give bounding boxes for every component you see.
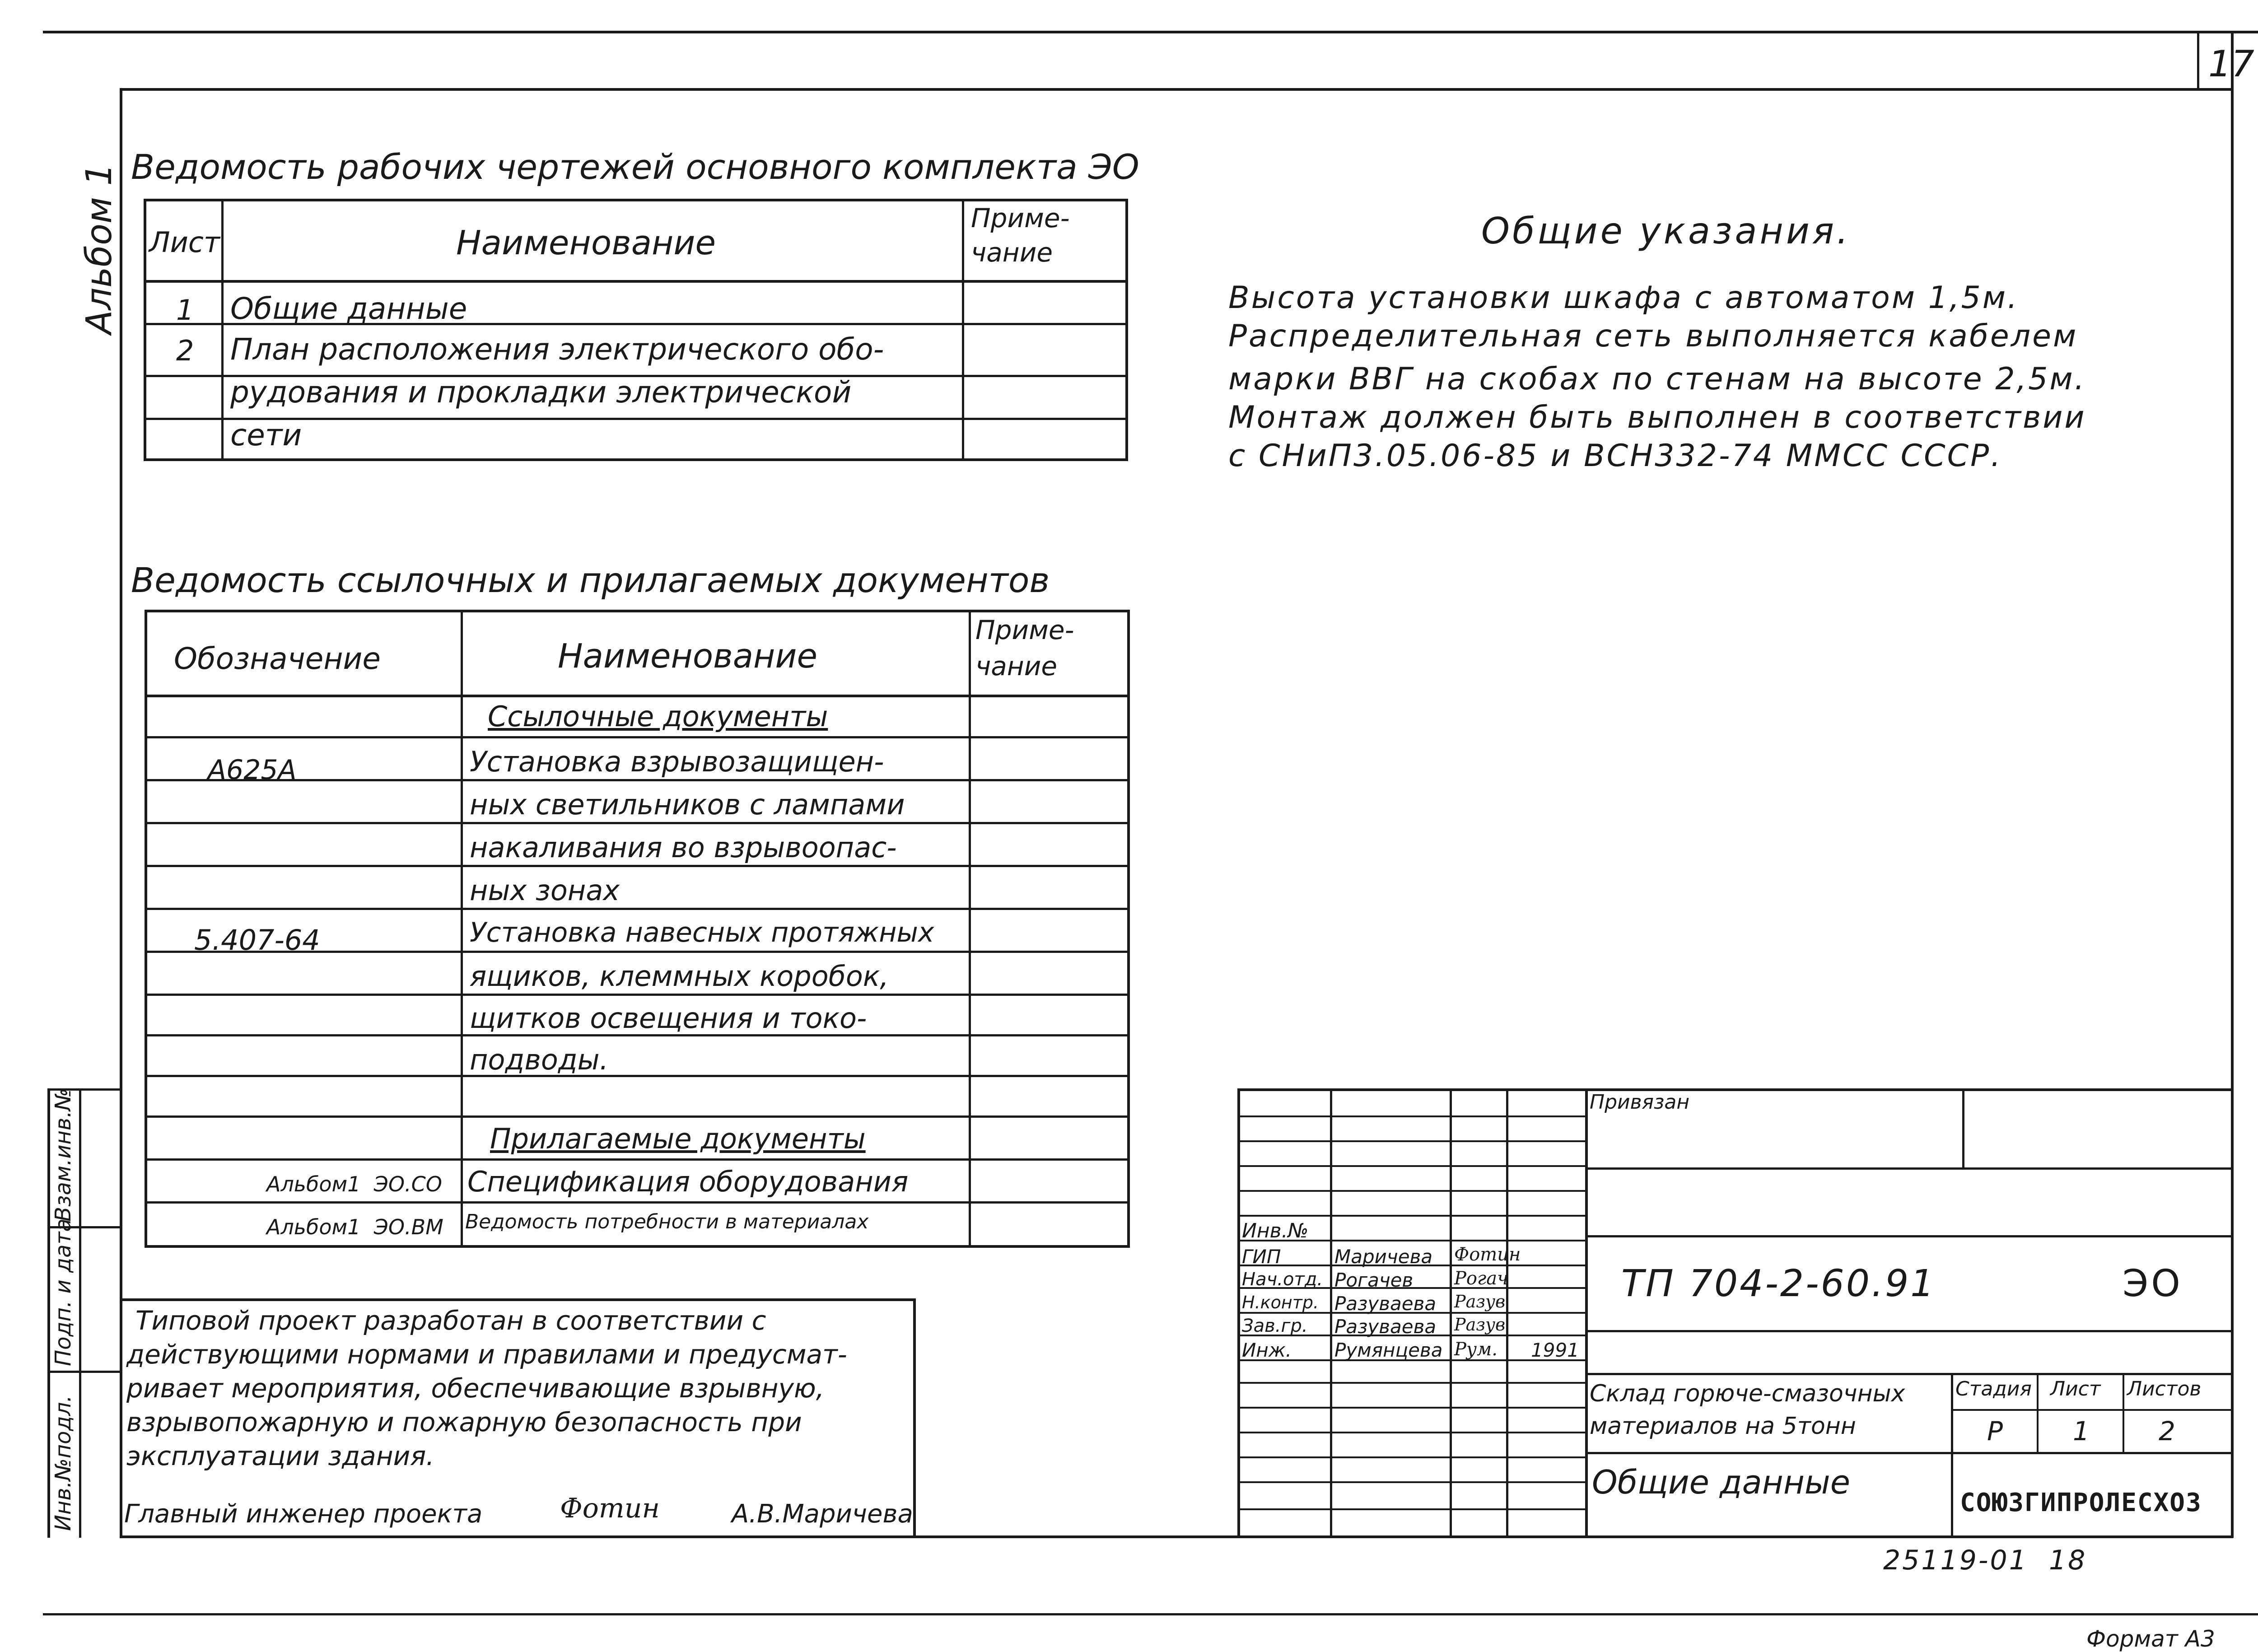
stamp-inv-no: Инв.№: [1242, 1219, 1309, 1242]
table2-row-code: Альбом1 ЭО.ВМ: [266, 1215, 443, 1239]
sheet-number: 17: [2208, 43, 2254, 85]
frame-bottom: [120, 1535, 2233, 1538]
table2-row-name: Ведомость потребности в материалах: [465, 1210, 869, 1233]
table2-row-name: Ссылочные документы: [488, 700, 828, 733]
stamp-signature: Разув: [1454, 1292, 1506, 1311]
stamp-role: Зав.гр.: [1242, 1316, 1308, 1336]
stamp-stage-label: Стадия: [1955, 1377, 2032, 1400]
table1-row-sheet: 2: [176, 334, 194, 367]
stamp-name: Маричева: [1334, 1246, 1433, 1268]
stamp-role: ГИП: [1242, 1246, 1281, 1268]
general-line: Распределительная сеть выполняется кабелем: [1228, 318, 2078, 354]
general-line: Монтаж должен быть выполнен в соответствии: [1228, 400, 2086, 435]
table1-title: Ведомость рабочих чертежей основного комплекта ЭО: [131, 147, 1139, 187]
table2-row-code: Альбом1 ЭО.СО: [266, 1172, 442, 1196]
table2-row-name: ных светильников с лампами: [470, 788, 905, 821]
stamp-sheets-label: Листов: [2127, 1377, 2202, 1400]
frame-left: [120, 88, 122, 1538]
table1-row-name: План расположения электрического обо-: [230, 332, 884, 367]
table2-header-name: Наименование: [558, 637, 818, 676]
general-title: Общие указания.: [1481, 210, 1851, 252]
stamp-role: Нач.отд.: [1242, 1269, 1323, 1290]
table1-row-sheet: 1: [176, 294, 194, 327]
format-label: Формат А3: [2086, 1626, 2215, 1652]
signature-name: А.В.Маричева: [732, 1499, 913, 1529]
stamp-sheets: 2: [2159, 1416, 2175, 1447]
stamp-signature: Фотин: [1454, 1244, 1521, 1265]
table2-row-name: накаливания во взрывоопас-: [470, 831, 897, 864]
strip-inv-orig: Инв.№подл.: [51, 1395, 76, 1531]
note-line: эксплуатации здания.: [126, 1441, 434, 1471]
table1-row-name: рудования и прокладки электрической: [230, 375, 852, 410]
table2-row-code: 5.407-64: [194, 924, 320, 957]
table2-title: Ведомость ссылочных и прилагаемых документов: [131, 560, 1050, 600]
strip-sign-date: Подп. и дата: [51, 1218, 76, 1366]
stamp-name: Разуваева: [1334, 1293, 1437, 1315]
stamp-mark: ЭО: [2123, 1262, 2183, 1305]
table1-header-sheet: Лист: [149, 226, 220, 259]
stamp-code: ТП 704-2-60.91: [1621, 1262, 1936, 1305]
stamp-privyazan: Привязан: [1590, 1091, 1690, 1114]
top-border: [43, 31, 2258, 33]
stamp-signature: Рогач: [1454, 1268, 1508, 1289]
frame-right: [2231, 31, 2234, 1538]
table2-row-code: А625А: [208, 754, 297, 786]
stamp-sheet: 1: [2073, 1416, 2090, 1447]
general-line: Высота установки шкафа с автоматом 1,5м.: [1228, 280, 2019, 316]
table2-row-name: ных зонах: [470, 874, 620, 907]
table2-row-name: щитков освещения и токо-: [470, 1002, 867, 1035]
note-line: Типовой проект разработан в соответствии с: [135, 1305, 766, 1336]
stamp-name: Рогачев: [1334, 1269, 1414, 1291]
note-line: ривает мероприятия, обеспечивающие взрывную,: [126, 1373, 825, 1404]
stamp-role: Н.контр.: [1242, 1293, 1319, 1312]
stamp-name: Разуваева: [1334, 1316, 1437, 1338]
note-line: действующими нормами и правилами и предусмат-: [126, 1339, 847, 1370]
frame-top: [122, 88, 2233, 91]
stamp-signature: Разув: [1454, 1315, 1506, 1335]
below-stamp-code: 25119-01 18: [1883, 1545, 2087, 1576]
table1-header-name: Наименование: [456, 224, 716, 262]
stamp-org: СОЮЗГИПРОЛЕСХОЗ: [1960, 1488, 2202, 1517]
table2-header-code: Обозначение: [174, 641, 381, 676]
stamp-signature: Рум.: [1454, 1339, 1498, 1360]
strip-vzam-inv: Взам.инв.№: [51, 1088, 76, 1222]
table1-row-name: сети: [230, 418, 302, 453]
general-line: с СНиП3.05.06-85 и ВСН332-74 ММСС СССР.: [1228, 438, 2002, 474]
bottom-border: [43, 1613, 2258, 1615]
stamp-date: 1991: [1531, 1339, 1579, 1361]
table2-header-note: Приме- чание: [975, 615, 1074, 681]
general-line: марки ВВГ на скобах по стенам на высоте 2,5м.: [1228, 361, 2086, 397]
stamp-role: Инж.: [1242, 1339, 1292, 1361]
stamp-stage: Р: [1987, 1416, 2003, 1447]
table2-row-name: ящиков, клеммных коробок,: [470, 960, 889, 993]
stamp-doc-title: Общие данные: [1592, 1463, 1851, 1501]
table2-row-name: Установка навесных протяжных: [470, 917, 934, 948]
table2-row-name: подводы.: [470, 1043, 609, 1076]
table1-header-note: Приме- чание: [971, 203, 1070, 268]
table1-row-name: Общие данные: [230, 291, 467, 326]
album-label: Альбом 1: [79, 163, 120, 334]
table2-row-name: Прилагаемые документы: [490, 1122, 866, 1155]
signature-role: Главный инженер проекта: [124, 1499, 483, 1529]
table2-row-name: Установка взрывозащищен-: [470, 745, 884, 778]
signature-mark: Фотин: [560, 1493, 660, 1524]
stamp-sheet-label: Лист: [2050, 1377, 2101, 1400]
table2-row-name: Спецификация оборудования: [467, 1165, 909, 1198]
note-line: взрывопожарную и пожарную безопасность при: [126, 1407, 802, 1437]
stamp-object: Склад горюче-смазочных материалов на 5тонн: [1590, 1380, 1905, 1440]
stamp-name: Румянцева: [1334, 1339, 1443, 1361]
